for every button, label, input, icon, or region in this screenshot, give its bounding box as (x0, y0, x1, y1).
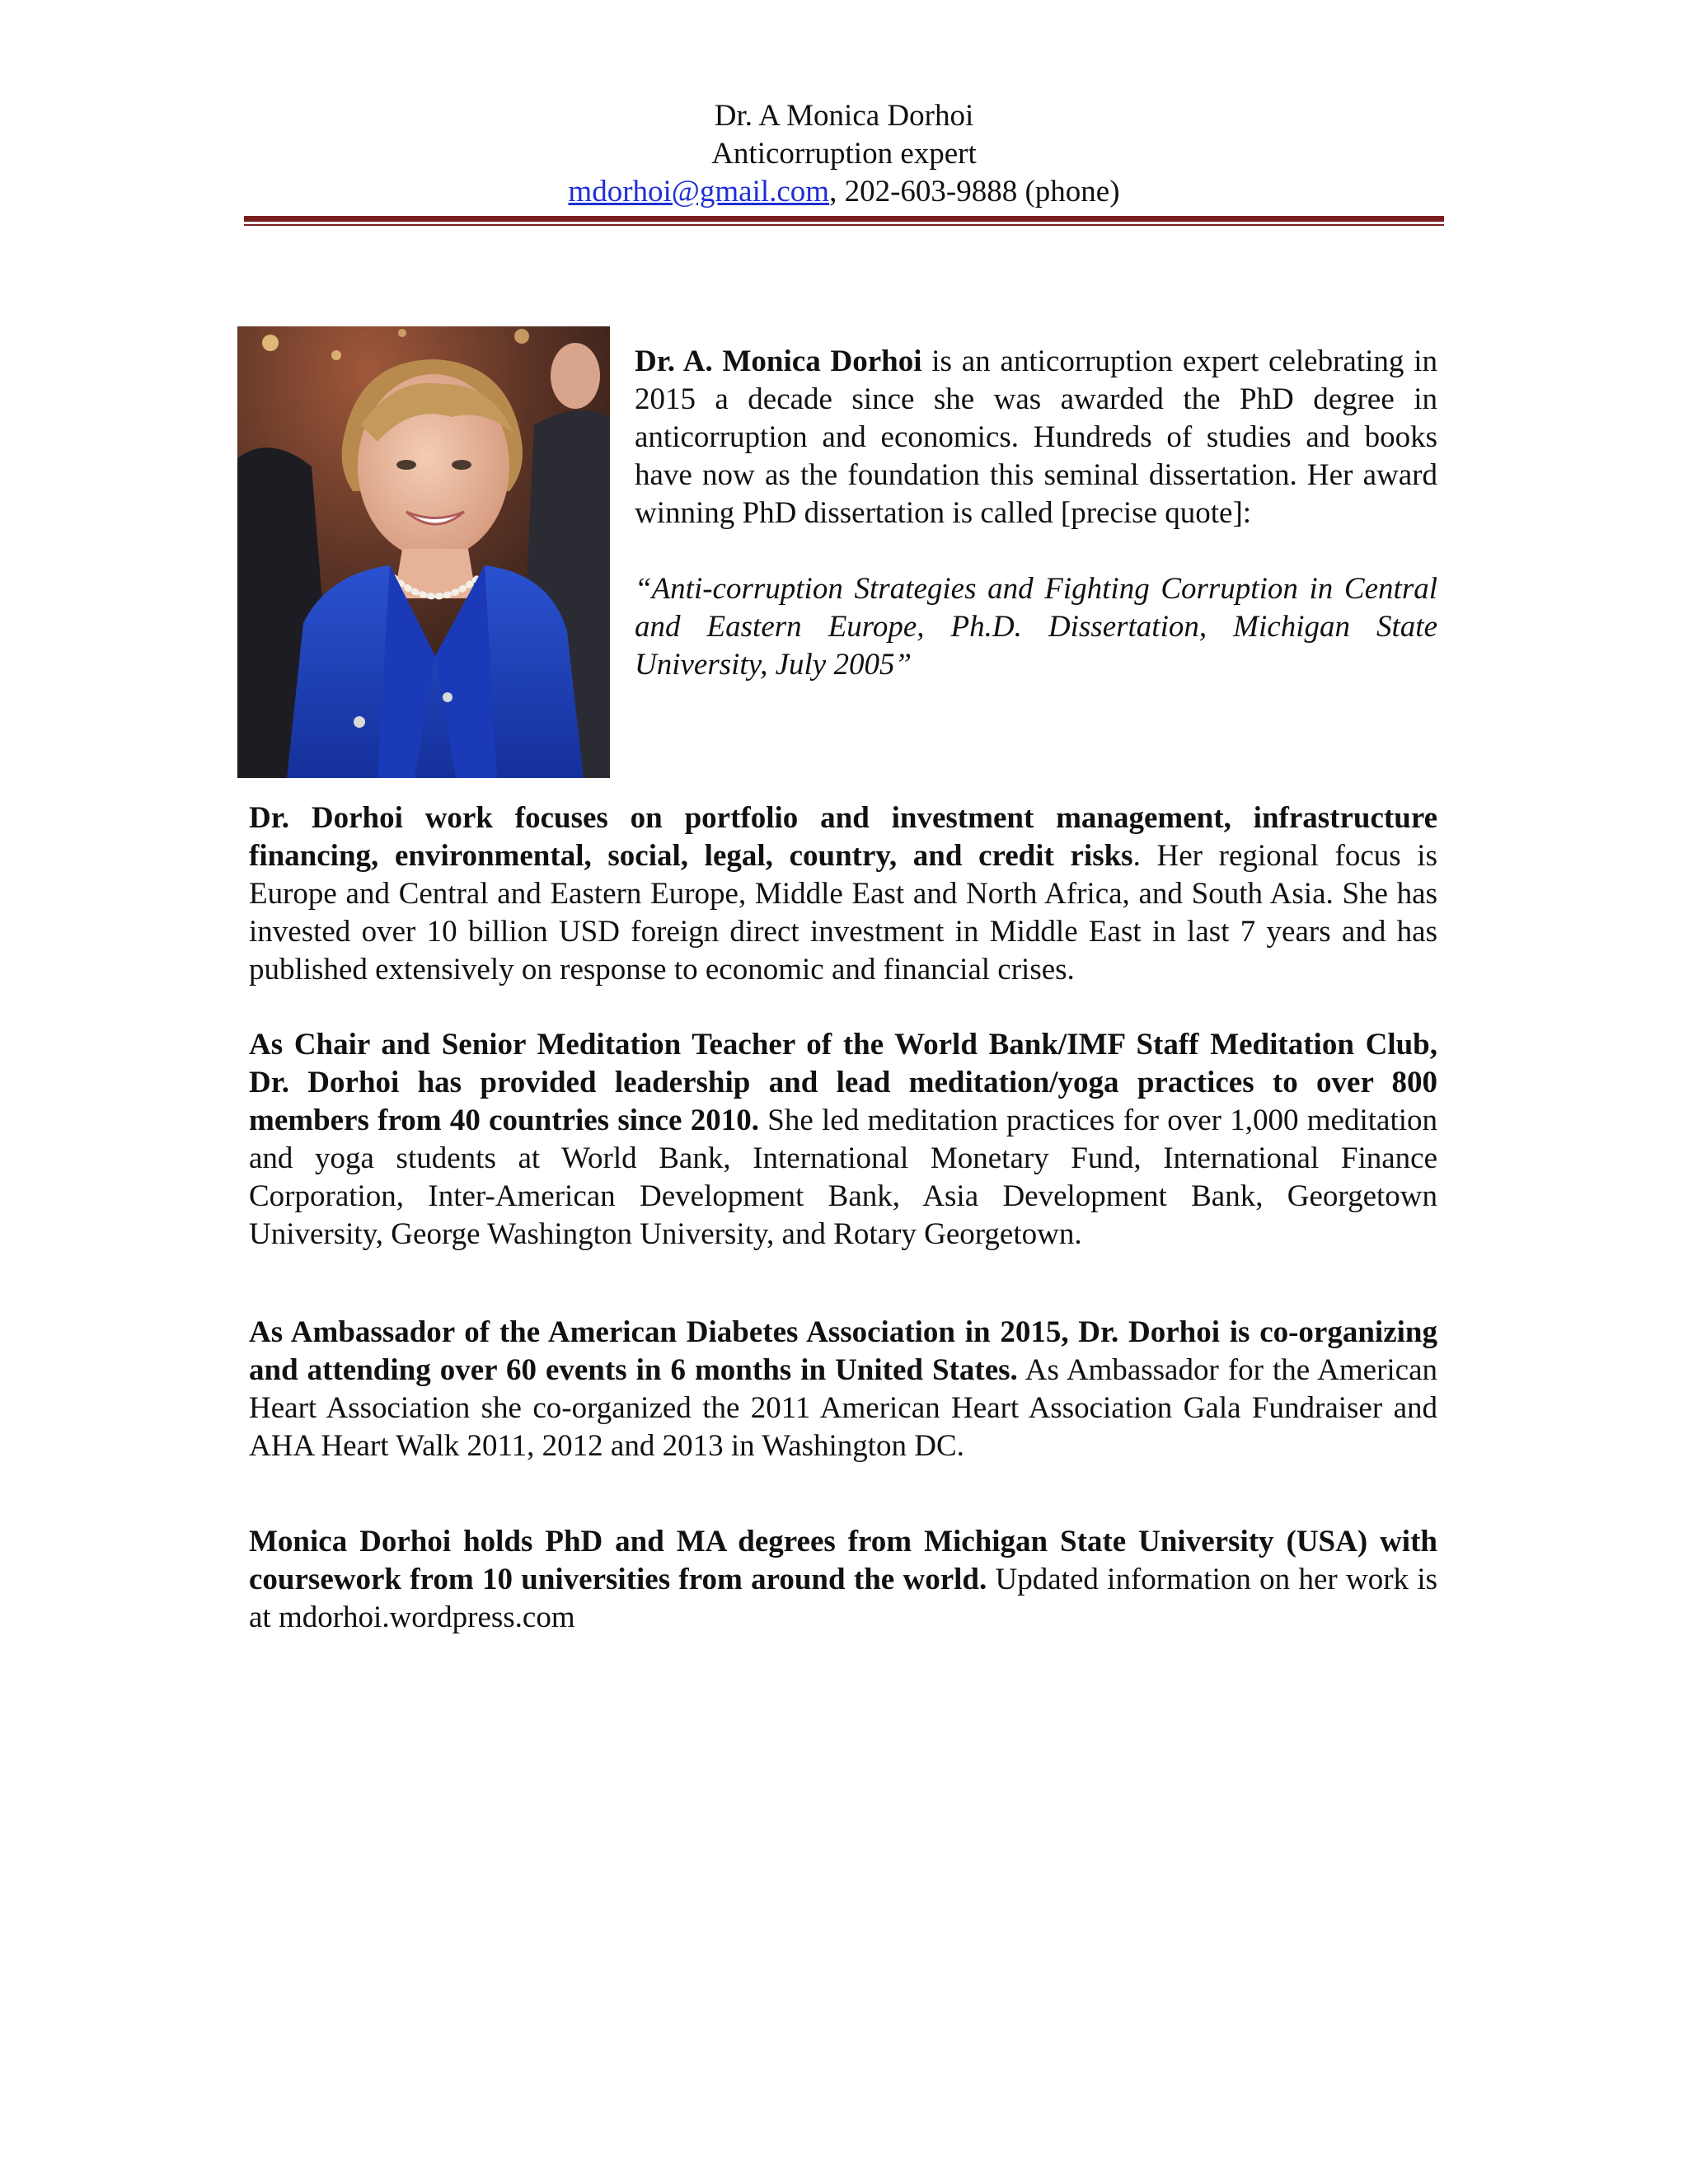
phone-text: , 202-603-9888 (phone) (829, 175, 1120, 209)
header-rule-thin (244, 224, 1444, 226)
intro-section (635, 343, 1437, 684)
author-name: Dr. A Monica Dorhoi (714, 99, 974, 133)
paragraph-education-text: Updated information on her work is at mdorhoi.wordpress.com (249, 1563, 1437, 1634)
intro-paragraph (635, 343, 1437, 532)
contact-line (244, 173, 1444, 211)
paragraph-meditation (249, 1026, 1437, 1254)
dissertation-quote: “Anti-corruption Strategies and Fighting Corruption in Central and Eastern Europe, Ph.D. Dissertation, Michigan State University, July 2005” (635, 572, 1437, 682)
paragraph-ambassador-text: As Ambassador for the American Heart Association she co-organized the 2011 American Heart Association Gala Fundraiser and AHA Heart Walk 2011, 2012 and 2013 in Washington DC. (249, 1353, 1438, 1463)
intro-text: is an anticorruption expert celebrating in 2015 a decade since she was awarded the PhD degree in anticorruption and economics. Hundreds of studies and books have now as the foundation this seminal dissertation. Her award winning PhD dissertation is called [precise quote]: (635, 344, 1437, 530)
header-rule-thick (244, 216, 1444, 222)
paragraph-focus (249, 799, 1437, 989)
author-title: Anticorruption expert (711, 137, 977, 171)
portrait-photo (237, 326, 610, 778)
paragraph-meditation-text: She led meditation practices for over 1,000 meditation and yoga students at World Bank, International Monetary Fund, International Finance Corporation, Inter-American Development Bank, Asia Development Bank, Georgetown University, George Washington University, and Rotary Georgetown. (249, 1104, 1438, 1251)
paragraph-focus-text: . Her regional focus is Europe and Central and Eastern Europe, Middle East and North Africa, and South Asia. She has invested over 10 billion USD foreign direct investment in Middle East in last 7 years and has published extensively on response to economic and financial crises. (249, 839, 1437, 987)
paragraph-ambassador (249, 1314, 1437, 1465)
intro-name: Dr. A. Monica Dorhoi (635, 344, 922, 378)
paragraph-focus-bold: Dr. Dorhoi work focuses on portfolio and investment management, infrastructure financing, environmental, social, legal, country, and credit risks (249, 801, 1437, 873)
email-link[interactable]: mdorhoi@gmail.com (568, 175, 830, 209)
paragraph-education-bold: Monica Dorhoi holds PhD and MA degrees from Michigan State University (USA) with coursework from 10 universities from around the world. (249, 1525, 1437, 1596)
letterhead (244, 97, 1444, 211)
paragraph-meditation-bold: As Chair and Senior Meditation Teacher of the World Bank/IMF Staff Meditation Club, Dr. Dorhoi has provided leadership and lead meditation/yoga practices to over 800 members from 40 countries since 2010. (249, 1028, 1437, 1137)
paragraph-education (249, 1523, 1437, 1637)
paragraph-ambassador-bold: As Ambassador of the American Diabetes Association in 2015, Dr. Dorhoi is co-organizing and attending over 60 events in 6 months in United States. (249, 1315, 1437, 1387)
